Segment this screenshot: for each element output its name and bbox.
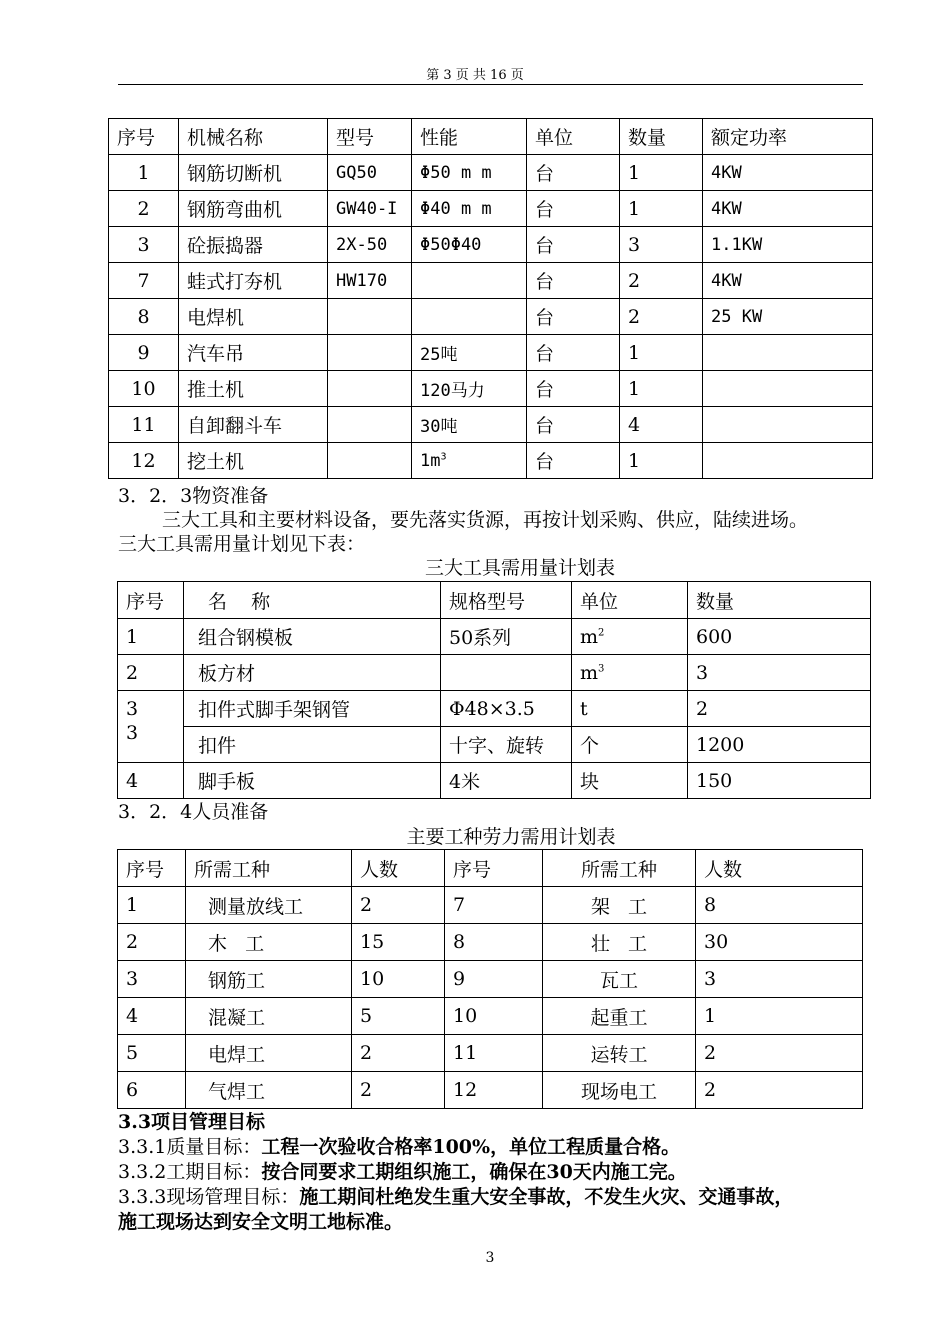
table-cell: 12 [445,1072,543,1109]
cell-text: 12 [131,449,156,472]
table-cell [703,263,873,299]
header-cell: 序号 [118,582,184,619]
table-cell [620,191,703,227]
cell-spec: Φ48×3.5 [441,691,572,727]
schedule-label: 3.3.2工期目标： [118,1161,262,1183]
table-cell [527,335,620,371]
header-cell: 所需工种 [186,850,352,887]
cell-text: 台 [535,235,555,257]
table-cell [412,299,527,335]
header-cell: 序号 [445,850,543,887]
table-row [109,191,873,227]
site-target [118,1185,793,1209]
table-cell [179,407,328,443]
table-cell: 运转工 [543,1035,696,1072]
table-cell [328,263,412,299]
unit-sup: 3 [598,663,605,675]
table-cell: 1 [118,887,186,924]
table-row [118,887,863,924]
table-cell [179,371,328,407]
table-cell: 15 [352,924,445,961]
header-cell: 所需工种 [543,850,696,887]
table-cell [179,443,328,479]
cell-spec: 十字、旋转 [441,727,572,763]
table-row [109,227,873,263]
table-cell [109,263,179,299]
cell-text: 汽车吊 [187,343,245,365]
table-cell [412,263,527,299]
table-cell [527,371,620,407]
cell-text: 挖土机 [187,451,245,473]
table-cell: 架 工 [543,887,696,924]
cell-text: 数量 [628,127,667,149]
cell-text: 10 [131,377,156,400]
cell-text: 推土机 [187,379,245,401]
table-row [118,1035,863,1072]
table-cell [703,407,873,443]
cell-text: 蛙式打夯机 [187,271,283,293]
cell-text: 120马力 [420,381,485,401]
cell-text: 台 [535,199,555,221]
table-cell: 木 工 [186,924,352,961]
table-cell: 7 [445,887,543,924]
labor-table-title: 主要工种劳力需用计划表 [406,826,616,848]
table-cell: 瓦工 [543,961,696,998]
cell-text: 2 [137,197,150,220]
machine-table [108,118,873,479]
cell-text: 1 [137,161,150,184]
table-cell: 11 [445,1035,543,1072]
cell-text: 4KW [711,198,742,219]
table-cell: 2 [696,1072,863,1109]
table-cell: 8 [696,887,863,924]
cell-text: 序号 [117,127,156,149]
table-cell [412,335,527,371]
cell-text: 1.1KW [711,234,763,255]
cell-no: 1 [118,619,184,655]
cell-text: 额定功率 [711,127,788,149]
site-target-line2: 施工现场达到安全文明工地标准。 [118,1211,404,1233]
cell-text: 台 [535,415,555,437]
table-cell: 起重工 [543,998,696,1035]
table-cell [412,407,527,443]
table-cell: 3 [696,961,863,998]
header-rule [118,84,863,85]
table-cell: 3 [118,961,186,998]
table-cell: 10 [445,998,543,1035]
cell-text: 2 [628,269,641,292]
site-label: 3.3.3现场管理目标： [118,1186,300,1208]
table-cell [620,299,703,335]
table-cell [703,335,873,371]
table-cell [412,227,527,263]
table-header-row [118,850,863,887]
cell-text: 钢筋弯曲机 [187,199,283,221]
cell-text: 电焊机 [187,307,245,329]
table-cell: 2 [352,1072,445,1109]
table-cell [328,191,412,227]
table-cell: 4 [118,998,186,1035]
table-cell: 5 [118,1035,186,1072]
cell-text: 25吨 [420,345,458,365]
table-cell [620,407,703,443]
table-cell [703,299,873,335]
cell-text: 3 [628,233,641,256]
cell-text: 砼振捣器 [187,235,264,257]
cell-unit: t [572,691,688,727]
table-cell [527,263,620,299]
cell-text: 钢筋切断机 [187,163,283,185]
table-cell [527,299,620,335]
cell-qty: 150 [688,763,871,799]
table-cell [109,227,179,263]
table-row [118,924,863,961]
cell-text: GW40-I [336,198,398,219]
unit-text: m [580,625,599,648]
table-cell [620,443,703,479]
table-row [118,691,871,727]
table-cell [109,191,179,227]
cell-text: 9 [137,341,150,364]
table-cell [412,155,527,191]
table-row [109,443,873,479]
cell-no-merged [118,691,184,763]
table-cell [620,335,703,371]
header-cell [412,119,527,155]
cell-text: 4KW [711,162,742,183]
cell-name: 扣件式脚手架钢管 [184,691,441,727]
table-cell [109,335,179,371]
table-cell [620,263,703,299]
cell-text: 4KW [711,270,742,291]
cell-name: 组合钢模板 [184,619,441,655]
cell-no: 2 [118,655,184,691]
table-row [118,1072,863,1109]
table-row [109,155,873,191]
section-33-heading: 3.3项目管理目标 [118,1111,266,1133]
cell-name: 脚手板 [184,763,441,799]
table-cell [179,227,328,263]
table-cell: 10 [352,961,445,998]
table-cell [703,443,873,479]
unit-text: m [580,661,599,684]
table-row [109,371,873,407]
cell-text: 自卸翻斗车 [187,415,283,437]
cell-text: GQ50 [336,162,377,183]
table-cell: 5 [352,998,445,1035]
cell-text: 台 [535,307,555,329]
cell-text: 11 [131,413,156,436]
table-cell: 混凝工 [186,998,352,1035]
section-323-heading: 3．2．3物资准备 [118,485,269,507]
section-323-paragraph-line1: 三大工具和主要材料设备，要先落实货源，再按计划采购、供应，陆续进场。 [162,509,809,531]
table-row [118,619,871,655]
header-cell [703,119,873,155]
table-cell: 8 [445,924,543,961]
table-cell [527,155,620,191]
cell-text: 2 [628,305,641,328]
cell-text: 台 [535,163,555,185]
cell-text: 7 [137,269,150,292]
table-cell [703,371,873,407]
tools-table-title: 三大工具需用量计划表 [424,557,615,579]
table-row [118,763,871,799]
cell-spec: 50系列 [441,619,572,655]
header-cell: 名 称 [184,582,441,619]
table-cell [412,371,527,407]
cell-text: 4 [628,413,641,436]
cell-text: 型号 [336,127,375,149]
table-cell: 现场电工 [543,1072,696,1109]
cell-text: 1 [628,161,641,184]
table-cell: 电焊工 [186,1035,352,1072]
table-cell [328,299,412,335]
cell-text: Φ50Φ40 [420,234,482,255]
table-cell [703,227,873,263]
header-cell: 人数 [352,850,445,887]
header-cell [620,119,703,155]
cell-text: HW170 [336,270,388,291]
table-cell [620,371,703,407]
schedule-target [118,1160,687,1184]
cell-text: 性能 [420,127,459,149]
page-number: 3 [485,1250,495,1266]
header-cell [109,119,179,155]
header-cell [328,119,412,155]
section-323-paragraph-line2: 三大工具需用量计划见下表： [118,533,366,555]
header-cell: 单位 [572,582,688,619]
cell-text: 1 [628,197,641,220]
cell-text: 台 [535,271,555,293]
table-cell: 2 [352,887,445,924]
cell-sup: 3 [440,450,447,462]
header-cell [179,119,328,155]
cell-qty: 1200 [688,727,871,763]
cell-text: 1m [420,450,441,471]
quality-target [118,1135,680,1159]
cell-text: 30吨 [420,417,458,437]
table-cell [620,155,703,191]
cell-qty: 600 [688,619,871,655]
header-cell: 序号 [118,850,186,887]
cell-spec [441,655,572,691]
cell-unit [572,655,688,691]
page-header: 第 3 页 共 16 页 [426,68,524,83]
table-cell: 测量放线工 [186,887,352,924]
table-row [109,407,873,443]
header-cell: 人数 [696,850,863,887]
cell-text: 3 [137,233,150,256]
table-cell: 2 [118,924,186,961]
table-cell [328,371,412,407]
table-cell: 2 [696,1035,863,1072]
cell-unit [572,619,688,655]
cell-text: 台 [535,343,555,365]
table-cell [328,335,412,371]
cell-text: Φ50 m m [420,162,492,183]
table-cell [328,407,412,443]
table-cell: 9 [445,961,543,998]
schedule-text: 按合同要求工期组织施工，确保在30天内施工完。 [261,1161,687,1183]
cell-text: 1 [628,377,641,400]
table-row [109,263,873,299]
table-cell [412,443,527,479]
table-cell [328,227,412,263]
table-cell [179,191,328,227]
table-cell: 6 [118,1072,186,1109]
table-cell [179,299,328,335]
table-cell [328,443,412,479]
table-cell: 30 [696,924,863,961]
table-cell: 气焊工 [186,1072,352,1109]
cell-unit: 块 [572,763,688,799]
cell-name: 板方材 [184,655,441,691]
table-cell [527,443,620,479]
table-cell [412,191,527,227]
table-cell [527,407,620,443]
site-text-line1: 施工期间杜绝发生重大安全事故，不发生火灾、交通事故， [299,1186,794,1208]
table-row [109,299,873,335]
cell-text: 台 [535,379,555,401]
table-cell [179,155,328,191]
cell-text: Φ40 m m [420,198,492,219]
table-row [118,998,863,1035]
table-cell [527,227,620,263]
header-cell [527,119,620,155]
table-header-row [109,119,873,155]
table-cell [328,155,412,191]
cell-qty: 3 [688,655,871,691]
cell-text: 台 [535,451,555,473]
cell-text: 1 [628,341,641,364]
table-row [109,335,873,371]
table-cell [527,191,620,227]
table-cell: 钢筋工 [186,961,352,998]
cell-no-line2: 3 [126,722,139,744]
table-cell [703,155,873,191]
cell-text: 8 [137,305,150,328]
table-cell [179,335,328,371]
quality-label: 3.3.1质量目标： [118,1136,262,1158]
table-cell [109,155,179,191]
table-row [118,582,871,619]
cell-text: 25 KW [711,306,763,327]
cell-name: 扣件 [184,727,441,763]
cell-text: 2X-50 [336,234,388,255]
table-cell: 2 [352,1035,445,1072]
labor-table [117,849,863,1109]
table-row [118,655,871,691]
table-row [118,961,863,998]
header-cell: 数量 [688,582,871,619]
header-cell: 规格型号 [441,582,572,619]
quality-text: 工程一次验收合格率100%，单位工程质量合格。 [261,1136,681,1158]
section-324-heading: 3．2．4人员准备 [118,801,269,823]
table-cell: 壮 工 [543,924,696,961]
cell-spec: 4米 [441,763,572,799]
table-cell [109,407,179,443]
cell-no: 4 [118,763,184,799]
cell-text: 机械名称 [187,127,264,149]
unit-sup: 2 [598,627,605,639]
table-cell [179,263,328,299]
cell-no-line1: 3 [126,698,139,720]
table-cell: 1 [696,998,863,1035]
table-cell [703,191,873,227]
cell-qty: 2 [688,691,871,727]
tools-table [117,581,871,799]
cell-text: 单位 [535,127,574,149]
cell-unit: 个 [572,727,688,763]
cell-text: 1 [628,449,641,472]
table-cell [109,443,179,479]
table-cell [109,299,179,335]
table-cell [620,227,703,263]
table-row [118,727,871,763]
table-cell [109,371,179,407]
